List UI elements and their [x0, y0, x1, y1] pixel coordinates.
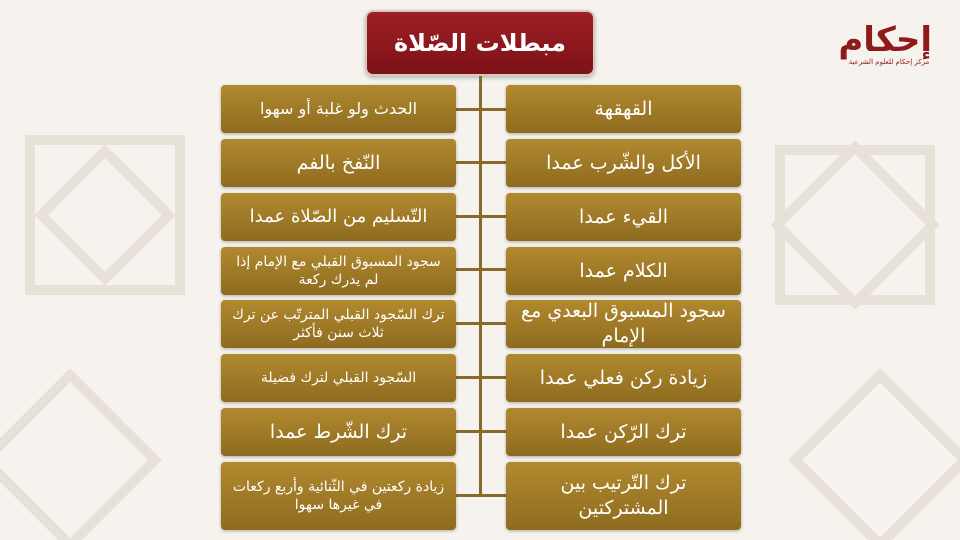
branch-connector	[456, 215, 506, 218]
left-node-6: السّجود القبلي لترك فضيلة	[221, 354, 456, 402]
branch-connector	[456, 494, 506, 497]
left-node-5: ترك السّجود القبلي المترتّب عن ترك ثلاث سنن فأكثر	[221, 300, 456, 348]
left-node-7: ترك الشّرط عمدا	[221, 408, 456, 456]
right-node-3: القيء عمدا	[506, 193, 741, 241]
right-node-5: سجود المسبوق البعدي مع الإمام	[506, 300, 741, 348]
trunk-connector	[479, 76, 482, 496]
left-node-4: سجود المسبوق القبلي مع الإمام إذا لم يدرك ركعة	[221, 247, 456, 295]
left-node-8: زيادة ركعتين في الثّنائية وأربع ركعات في غيرها سهوا	[221, 462, 456, 530]
branch-connector	[456, 268, 506, 271]
diagram-title: مبطلات الصّلاة	[365, 10, 595, 76]
right-node-6: زيادة ركن فعلي عمدا	[506, 354, 741, 402]
brand-logo	[838, 20, 932, 82]
left-node-3: التّسليم من الصّلاة عمدا	[221, 193, 456, 241]
right-node-7: ترك الرّكن عمدا	[506, 408, 741, 456]
right-node-8: ترك التّرتيب بين المشتركتين	[506, 462, 741, 530]
left-node-1: الحدث ولو غلبة أو سهوا	[221, 85, 456, 133]
logo-mark: إحكام	[838, 20, 932, 60]
branch-connector	[456, 430, 506, 433]
right-node-2: الأكل والشّرب عمدا	[506, 139, 741, 187]
branch-connector	[456, 322, 506, 325]
branch-connector	[456, 376, 506, 379]
right-node-1: القهقهة	[506, 85, 741, 133]
left-node-2: النّفخ بالفم	[221, 139, 456, 187]
branch-connector	[456, 161, 506, 164]
right-node-4: الكلام عمدا	[506, 247, 741, 295]
logo-subtitle: مركز إحكام للعلوم الشرعية	[848, 58, 930, 66]
branch-connector	[456, 108, 506, 111]
